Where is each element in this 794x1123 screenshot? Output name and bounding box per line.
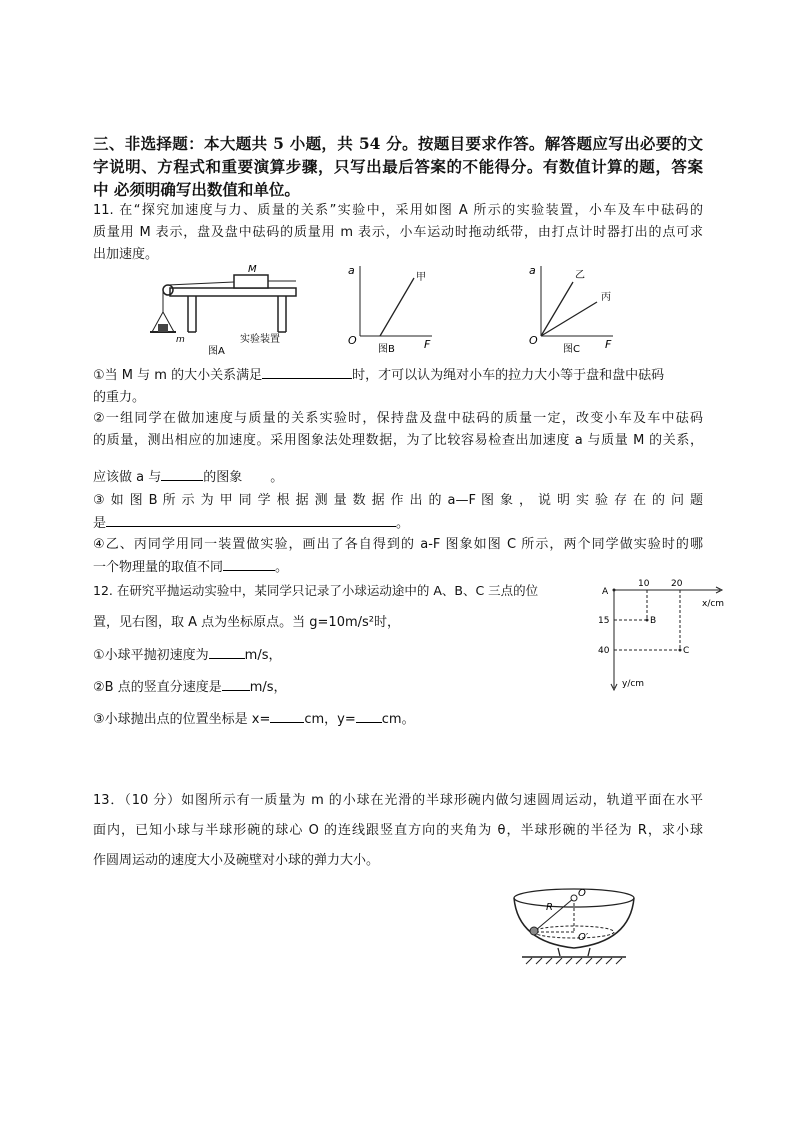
q12-sub3-text-c: cm。 bbox=[381, 712, 415, 727]
q11-intro-line3: 出加速度。 bbox=[93, 247, 159, 262]
q11-part2-text-c: 。 bbox=[270, 470, 284, 485]
q12-sub2-blank[interactable] bbox=[222, 676, 250, 691]
q13-line3: 作圆周运动的速度大小及碗壁对小球的弹力大小。 bbox=[93, 853, 380, 868]
q12-x-axis-label: x/cm bbox=[702, 599, 725, 609]
q11-intro-line2: 质量用 M 表示，盘及盘中砝码的质量用 m 表示，小车运动时拖动纸带，由打点计时器打出的点可求 bbox=[93, 225, 703, 240]
figure-c-origin: O bbox=[529, 334, 538, 347]
q12-label-b: B bbox=[650, 616, 657, 626]
q11-part3-blank[interactable] bbox=[106, 512, 396, 527]
q13-label-o-prime: O′ bbox=[578, 932, 589, 943]
figure-a-m-big-label: M bbox=[248, 264, 257, 275]
q13-text bbox=[93, 786, 703, 876]
q11-part2-line1: ②一组同学在做加速度与质量的关系实验时，保持盘及盘中砝码的质量一定，改变小车及车中砝码 bbox=[93, 411, 703, 426]
q11-part4-text-b: 。 bbox=[275, 560, 289, 575]
q11-part2 bbox=[93, 408, 703, 452]
figure-b-origin: O bbox=[348, 334, 357, 347]
q12-x-tick-20: 20 bbox=[671, 579, 683, 589]
section-heading-line2: 字说明、方程式和重要演算步骤，只写出最后答案的不能得分。有数值计算的题，答案 bbox=[93, 157, 703, 176]
figure-b-graph bbox=[342, 258, 442, 358]
q11-part3-text-b: 。 bbox=[396, 516, 410, 531]
q11-part2-text-a: 应该做 a 与 bbox=[93, 470, 162, 485]
figure-c-line-yi bbox=[541, 282, 573, 336]
figure-a-table bbox=[170, 288, 296, 296]
q11-part3 bbox=[93, 490, 703, 535]
q11-part3-line1: ③ 如 图 B 所 示 为 甲 同 学 根 据 测 量 数 据 作 出 的 a—F 图 象 ， 说 明 实 验 存 在 的 问 题 bbox=[93, 493, 703, 508]
section-heading-line1: 三、非选择题：本大题共 5 小题，共 54 分。按题目要求作答。解答题应写出必要的文 bbox=[93, 134, 703, 153]
q13-line1: 13．（10 分）如图所示有一质量为 m 的小球在光滑的半球形碗内做匀速圆周运动，轨道平面在水平 bbox=[93, 793, 703, 808]
q13-ball bbox=[530, 927, 538, 935]
q11-part4-line1: ④乙、丙同学用同一装置做实验，画出了各自得到的 a-F 图象如图 C 所示，两个同学做实验时的哪 bbox=[93, 537, 703, 552]
q13-line2: 面内，已知小球与半球形碗的球心 O 的连线跟竖直方向的夹角为 θ，半球形碗的半径为 R，求小球 bbox=[93, 823, 703, 838]
q12-sub3 bbox=[93, 708, 593, 731]
q12-x-tick-10: 10 bbox=[638, 579, 650, 589]
figure-a-setup bbox=[148, 262, 308, 362]
q11-part2-text-b: 的图象 bbox=[203, 470, 243, 485]
q11-part1-text-b: 时，才可以认为绳对小车的拉力大小等于盘和盘中砝码 bbox=[352, 368, 665, 383]
figure-a-setup-label: 实验装置 bbox=[240, 334, 280, 345]
q12-point-a bbox=[613, 589, 616, 592]
q12-label-c: C bbox=[683, 646, 690, 656]
q12-sub3-blank-x[interactable] bbox=[270, 708, 304, 723]
figure-c-graph bbox=[523, 258, 623, 358]
q12-sub3-text-a: ③小球抛出点的位置坐标是 x= bbox=[93, 712, 271, 727]
figure-a-cart bbox=[234, 275, 268, 288]
q12-sub1-blank[interactable] bbox=[209, 644, 245, 659]
q12-sub3-text-b: cm，y= bbox=[304, 712, 356, 727]
q11-part1 bbox=[93, 364, 703, 409]
q11-intro bbox=[93, 200, 703, 266]
q12-y-tick-15: 15 bbox=[598, 616, 610, 626]
figure-a-weight bbox=[158, 324, 168, 332]
q11-part1-text-c: 的重力。 bbox=[93, 390, 146, 405]
q12-sub2 bbox=[93, 676, 593, 699]
q12-trajectory-figure bbox=[594, 576, 734, 698]
figure-a-string bbox=[168, 282, 234, 285]
q12-y-axis-label: y/cm bbox=[622, 679, 645, 689]
q11-part1-text-a: ①当 M 与 m 的大小关系满足 bbox=[93, 368, 263, 383]
figure-a-pulley bbox=[163, 285, 173, 295]
q12-intro bbox=[93, 580, 593, 602]
q11-part2-blank[interactable] bbox=[161, 466, 203, 481]
q13-bowl-foot bbox=[558, 948, 590, 956]
figure-b-line-label: 甲 bbox=[416, 272, 426, 283]
q11-part2-line2: 的质量，测出相应的加速度。采用图象法处理数据，为了比较容易检查出加速度 a 与质量 M 的关系， bbox=[93, 433, 703, 448]
figure-a-right-leg bbox=[278, 296, 286, 332]
figure-b-line-jia bbox=[380, 278, 414, 336]
figure-a-left-leg bbox=[188, 296, 196, 332]
q11-part2-answer bbox=[93, 466, 703, 489]
q12-sub1-text-b: m/s， bbox=[244, 648, 282, 663]
q13-label-o: O bbox=[578, 888, 586, 899]
figure-c-line-bing bbox=[541, 302, 597, 336]
q12-sub3-blank-y[interactable] bbox=[356, 708, 382, 723]
q12-sub2-text-b: m/s， bbox=[249, 680, 287, 695]
q11-part4 bbox=[93, 534, 703, 579]
figure-b-y-label: a bbox=[348, 264, 355, 277]
q11-part1-blank[interactable] bbox=[262, 364, 352, 379]
q12-sub2-text-a: ②B 点的竖直分速度是 bbox=[93, 680, 222, 695]
q13-center-o bbox=[571, 895, 577, 901]
q13-ground-hatch bbox=[526, 958, 622, 964]
figure-b-caption: 图B bbox=[378, 344, 395, 355]
figure-a-caption: 图A bbox=[208, 346, 225, 357]
q13-radius-line bbox=[536, 898, 574, 930]
figure-b-x-label: F bbox=[424, 338, 431, 351]
figure-c-line1-label: 乙 bbox=[575, 270, 585, 281]
q11-intro-line1: 11. 在“探究加速度与力、质量的关系”实验中，采用如图 A 所示的实验装置，小车及车中砝码的 bbox=[93, 203, 703, 218]
section-heading-line3: 中 必须明确写出数值和单位。 bbox=[93, 180, 300, 199]
q11-part4-blank[interactable] bbox=[223, 556, 275, 571]
q12-point-c bbox=[679, 649, 682, 652]
section-heading bbox=[93, 132, 703, 201]
q12-sub1 bbox=[93, 644, 593, 667]
figure-c-y-label: a bbox=[529, 264, 536, 277]
q12-line1: 12. 在研究平抛运动实验中，某同学只记录了小球运动途中的 A、B、C 三点的位 bbox=[93, 583, 539, 598]
q12-sub1-text-a: ①小球平抛初速度为 bbox=[93, 648, 209, 663]
figure-c-line2-label: 丙 bbox=[601, 292, 611, 303]
q12-point-b bbox=[646, 619, 649, 622]
q12-line2-wrap bbox=[93, 612, 593, 634]
figure-c-caption: 图C bbox=[563, 344, 580, 355]
q12-line2: 置，见右图，取 A 点为坐标原点。当 g=10m/s²时， bbox=[93, 615, 401, 630]
q11-part4-text-a: 一个物理量的取值不同 bbox=[93, 560, 224, 575]
q12-label-a: A bbox=[602, 587, 609, 597]
q13-label-r: R bbox=[546, 902, 553, 913]
q11-part3-text-a: 是 bbox=[93, 516, 107, 531]
q12-y-tick-40: 40 bbox=[598, 646, 610, 656]
figure-a-m-small-label: m bbox=[176, 335, 185, 345]
figure-c-x-label: F bbox=[605, 338, 612, 351]
q13-bowl-figure bbox=[508, 880, 658, 970]
